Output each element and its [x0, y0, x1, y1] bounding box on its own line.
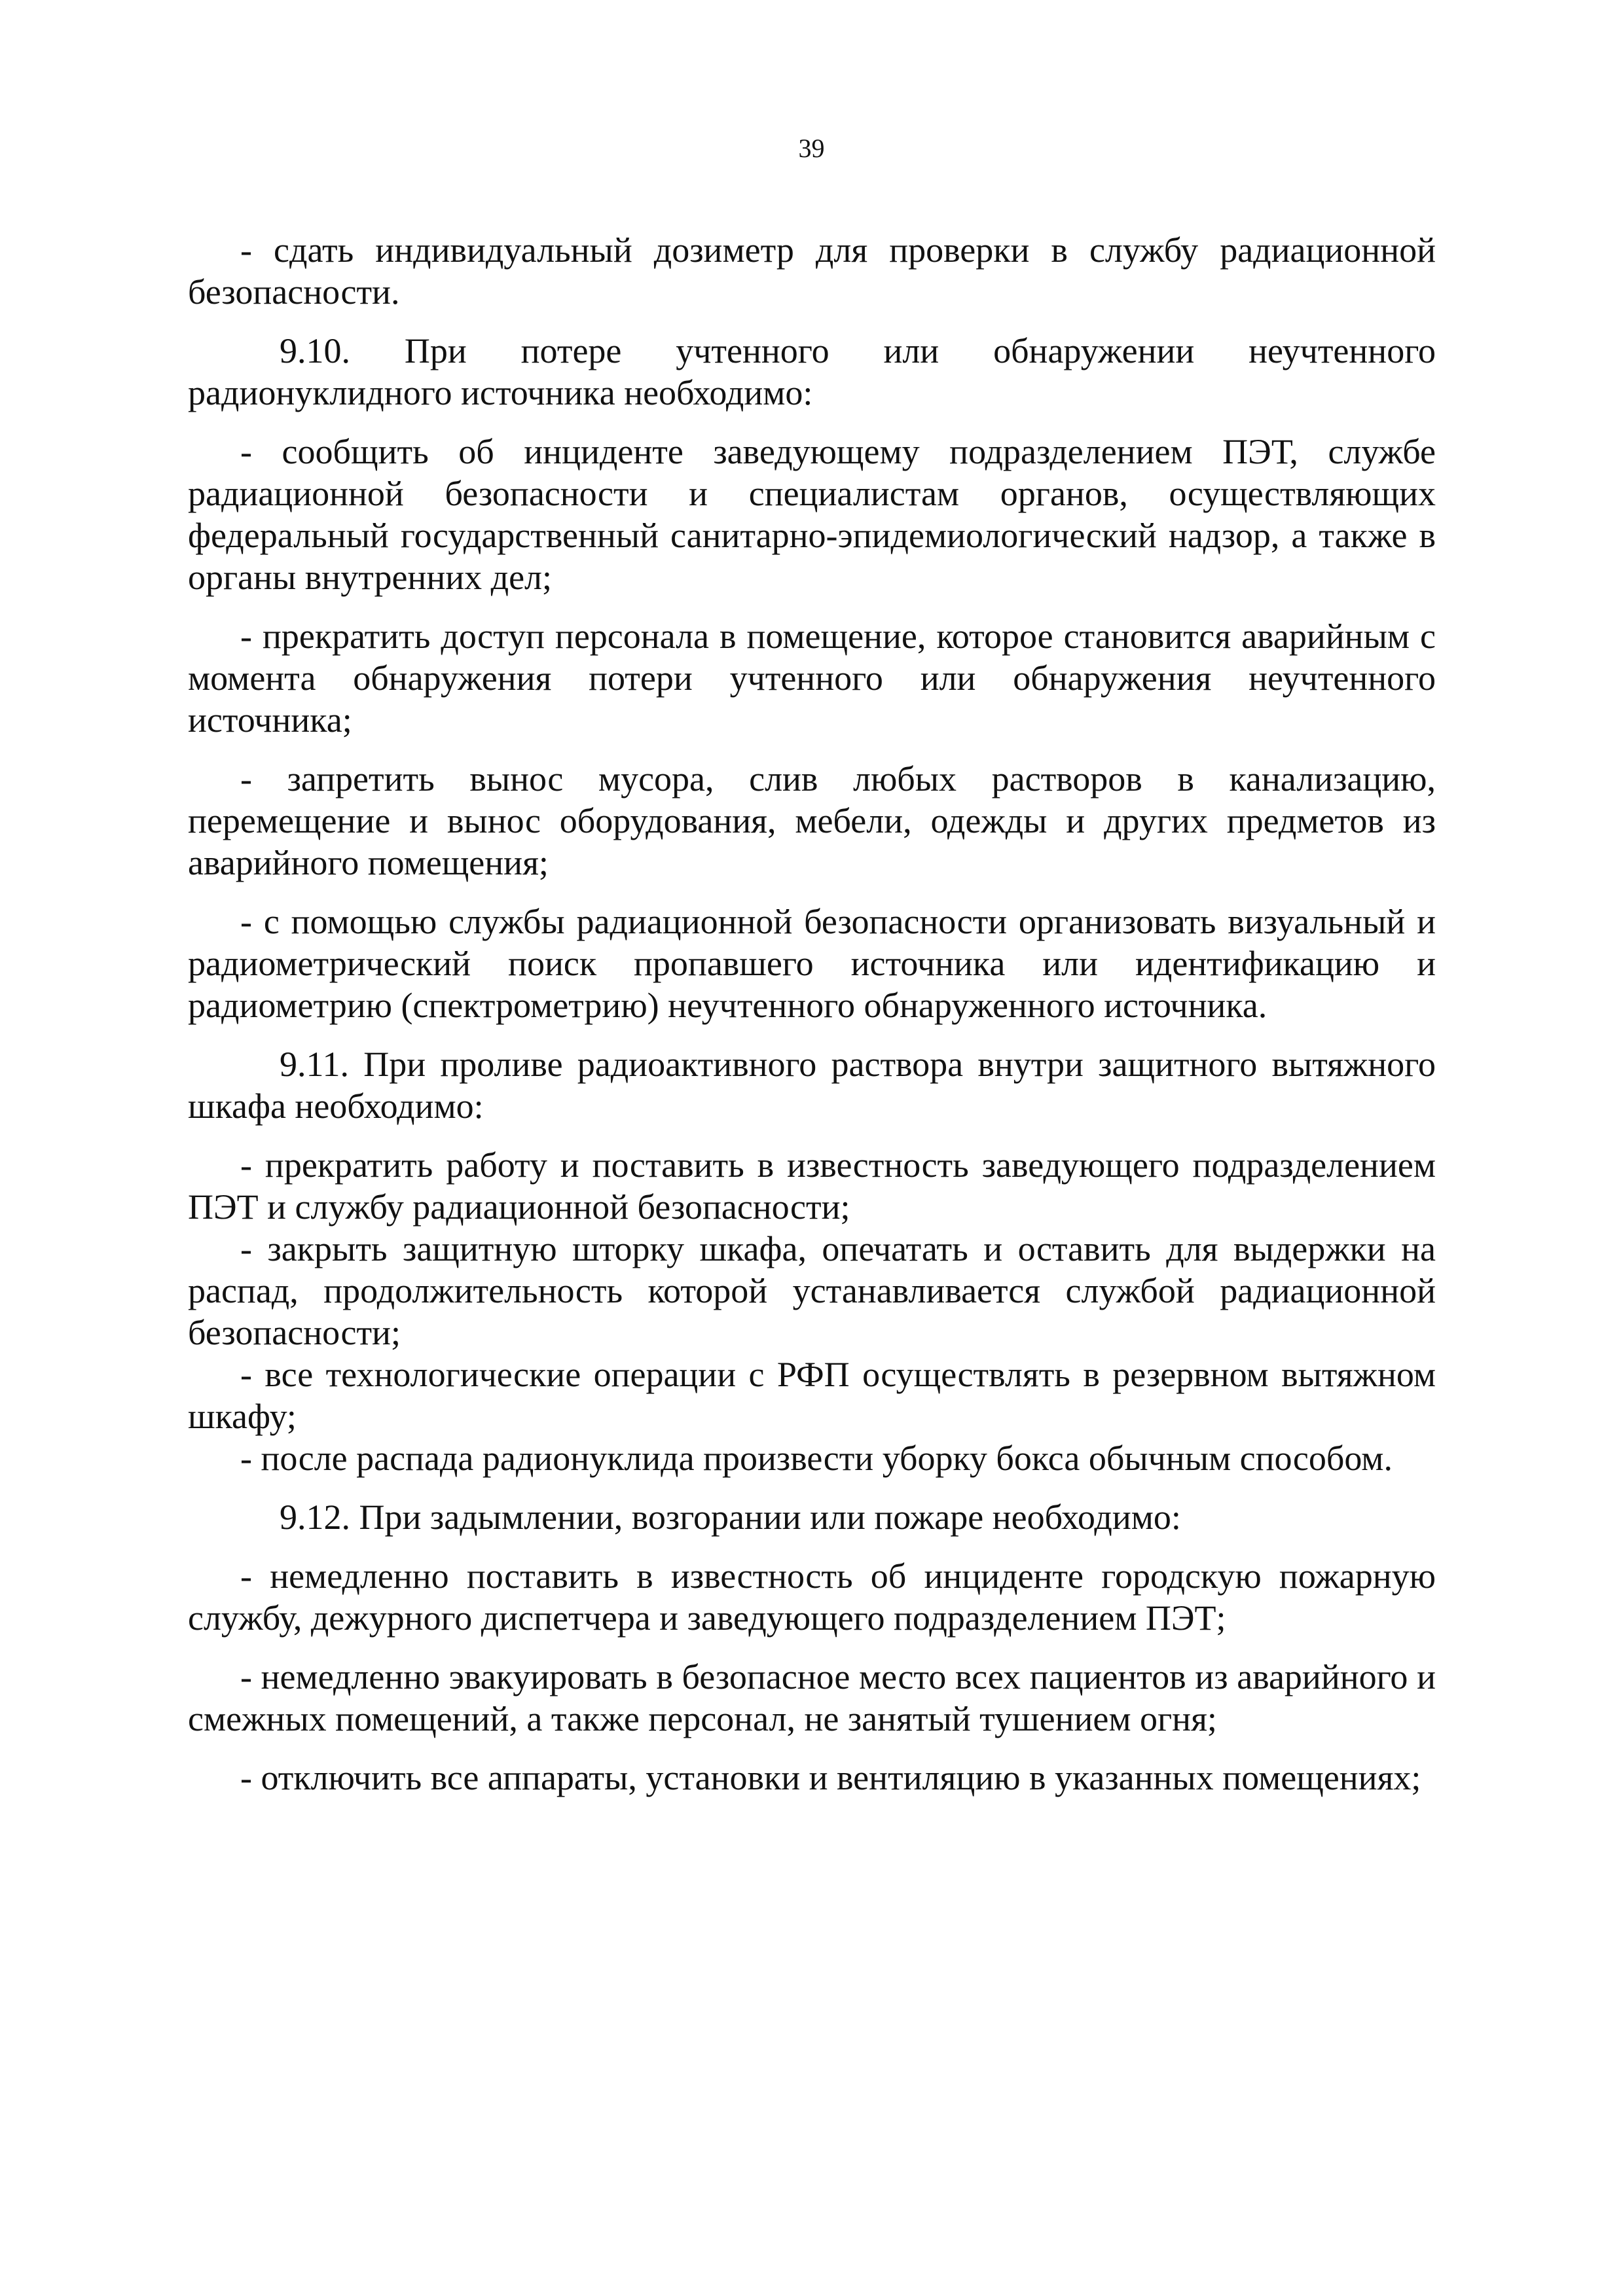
paragraph-disconnect-equipment: - отключить все аппараты, установки и вентиляцию в указанных помещениях;	[240, 1758, 1421, 1797]
paragraph-notify-fire-service: - немедленно поставить в известность об инциденте городскую пожарную службу, дежурного диспетчера и заведующего подразделением ПЭТ;	[188, 1556, 1436, 1638]
section-9-12-heading: 9.12. При задымлении, возгорании или пожаре необходимо:	[280, 1498, 1181, 1537]
paragraph-reserve-hood: - все технологические операции с РФП осуществлять в резервном вытяжном шкафу;	[188, 1355, 1436, 1436]
paragraph-prohibit-removal: - запретить вынос мусора, слив любых растворов в канализацию, перемещение и вынос оборудования, мебели, одежды и других предметов из аварийного помещения;	[188, 759, 1436, 882]
document-body	[188, 229, 1436, 1816]
paragraph-clean-box: - после распада радионуклида произвести уборку бокса обычным способом.	[240, 1439, 1393, 1478]
paragraph-search-source: - с помощью службы радиационной безопасности организовать визуальный и радиометрический поиск пропавшего источника или идентификацию и радиометрию (спектрометрию) неучтенного обнаруженного источника.	[188, 902, 1436, 1025]
paragraph-return-dosimeter: - сдать индивидуальный дозиметр для проверки в службу радиационной безопасности.	[188, 230, 1436, 312]
paragraph-evacuate: - немедленно эвакуировать в безопасное место всех пациентов из аварийного и смежных помещений, а также персонал, не занятый тушением огня;	[188, 1657, 1436, 1738]
section-9-10-heading: 9.10. При потере учтенного или обнаружении неучтенного радионуклидного источника необходимо:	[188, 331, 1436, 412]
page-number: 39	[798, 134, 825, 163]
paragraph-close-shutter: - закрыть защитную шторку шкафа, опечатать и оставить для выдержки на распад, продолжительность которой устанавливается службой радиационной безопасности;	[188, 1229, 1436, 1352]
paragraph-restrict-access: - прекратить доступ персонала в помещение, которое становится аварийным с момента обнаружения потери учтенного или обнаружения неучтенного источника;	[188, 617, 1436, 740]
paragraph-stop-work: - прекратить работу и поставить в известность заведующего подразделением ПЭТ и службу радиационной безопасности;	[188, 1145, 1436, 1227]
paragraph-report-incident: - сообщить об инциденте заведующему подразделением ПЭТ, службе радиационной безопасности и специалистам органов, осуществляющих федеральный государственный санитарно-эпидемиологический надзор, а также в органы внутренних дел;	[188, 432, 1436, 597]
section-9-11-heading: 9.11. При проливе радиоактивного раствора внутри защитного вытяжного шкафа необходимо:	[188, 1045, 1436, 1126]
